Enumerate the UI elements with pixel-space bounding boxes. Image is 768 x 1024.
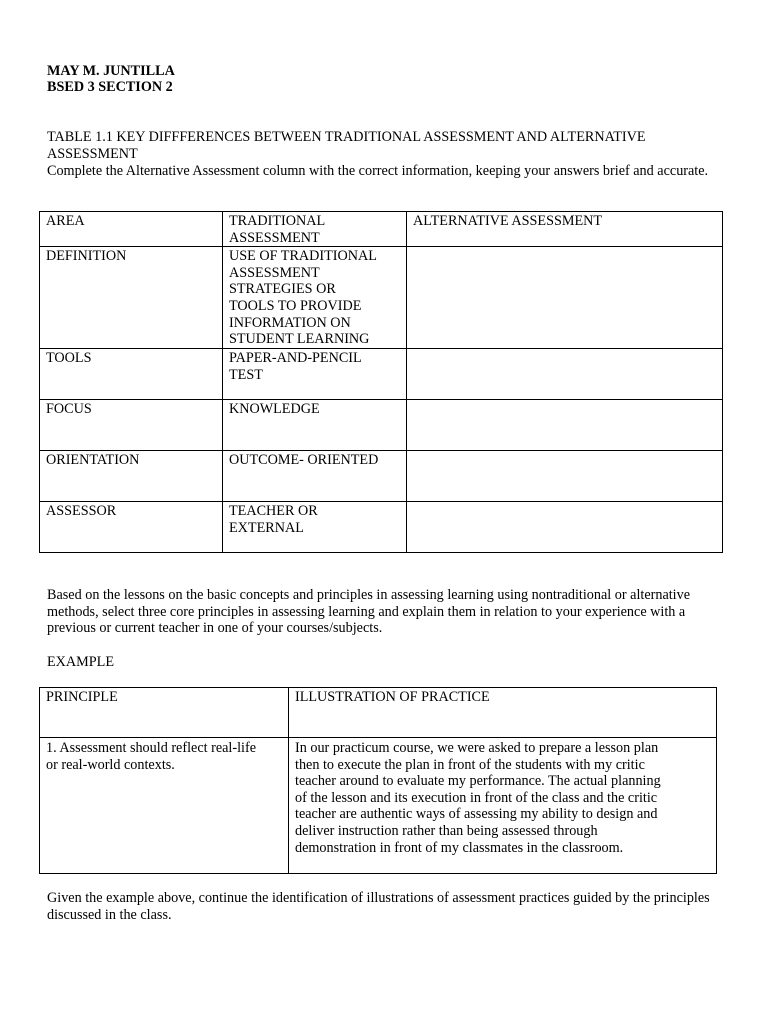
principle-cell: 1. Assessment should reflect real-life or real-world contexts. <box>40 738 289 874</box>
table-header-row <box>40 212 723 247</box>
traditional-cell: KNOWLEDGE <box>223 400 407 451</box>
table-row <box>40 247 723 349</box>
student-section: BSED 3 SECTION 2 <box>47 79 173 95</box>
table-row <box>40 738 717 874</box>
table-row <box>40 451 723 502</box>
alternative-cell[interactable] <box>407 502 723 553</box>
header-illustration: ILLUSTRATION OF PRACTICE <box>289 688 717 738</box>
area-cell: FOCUS <box>40 400 223 451</box>
header-alternative: ALTERNATIVE ASSESSMENT <box>407 212 723 247</box>
traditional-cell: USE OF TRADITIONAL ASSESSMENT STRATEGIES OR TOOLS TO PROVIDE INFORMATION ON STUDENT LEARNING <box>223 247 407 349</box>
alternative-cell[interactable] <box>407 451 723 502</box>
table-row <box>40 502 723 553</box>
instructions-paragraph: Based on the lessons on the basic concepts and principles in assessing learning using nontraditional or alternative methods, select three core principles in assessing learning and explain them in relation to your experience with a previous or current teacher in one of your courses/subjects. <box>47 587 691 637</box>
header-area: AREA <box>40 212 223 247</box>
principles-example-table <box>39 687 717 874</box>
area-cell: TOOLS <box>40 349 223 400</box>
traditional-cell: OUTCOME- ORIENTED <box>223 451 407 502</box>
header-principle: PRINCIPLE <box>40 688 289 738</box>
differences-table <box>39 211 723 553</box>
example-label: EXAMPLE <box>47 654 114 670</box>
table-row <box>40 400 723 451</box>
traditional-cell: PAPER-AND-PENCIL TEST <box>223 349 407 400</box>
illustration-cell: In our practicum course, we were asked to prepare a lesson plan then to execute the plan in front of the students with my critic teacher around to evaluate my performance. The actual planning of the lesson and its execution in front of the class and the critic teacher are authentic ways of assessing my ability to design and deliver instruction rather than being assessed through demonstration in front of my classmates in the classroom. <box>289 738 717 874</box>
table-header-row <box>40 688 717 738</box>
student-name: MAY M. JUNTILLA <box>47 63 175 79</box>
alternative-cell[interactable] <box>407 349 723 400</box>
area-cell: ASSESSOR <box>40 502 223 553</box>
table-instruction: Complete the Alternative Assessment column with the correct information, keeping your answers brief and accurate. <box>47 163 709 179</box>
table-row <box>40 349 723 400</box>
header-traditional: TRADITIONAL ASSESSMENT <box>223 212 407 247</box>
table-title: TABLE 1.1 KEY DIFFFERENCES BETWEEN TRADITIONAL ASSESSMENT AND ALTERNATIVE ASSESSMENT <box>47 129 646 162</box>
area-cell: ORIENTATION <box>40 451 223 502</box>
alternative-cell[interactable] <box>407 400 723 451</box>
alternative-cell[interactable] <box>407 247 723 349</box>
traditional-cell: TEACHER OR EXTERNAL <box>223 502 407 553</box>
area-cell: DEFINITION <box>40 247 223 349</box>
closing-paragraph: Given the example above, continue the identification of illustrations of assessment practices guided by the principles discussed in the class. <box>47 890 710 923</box>
